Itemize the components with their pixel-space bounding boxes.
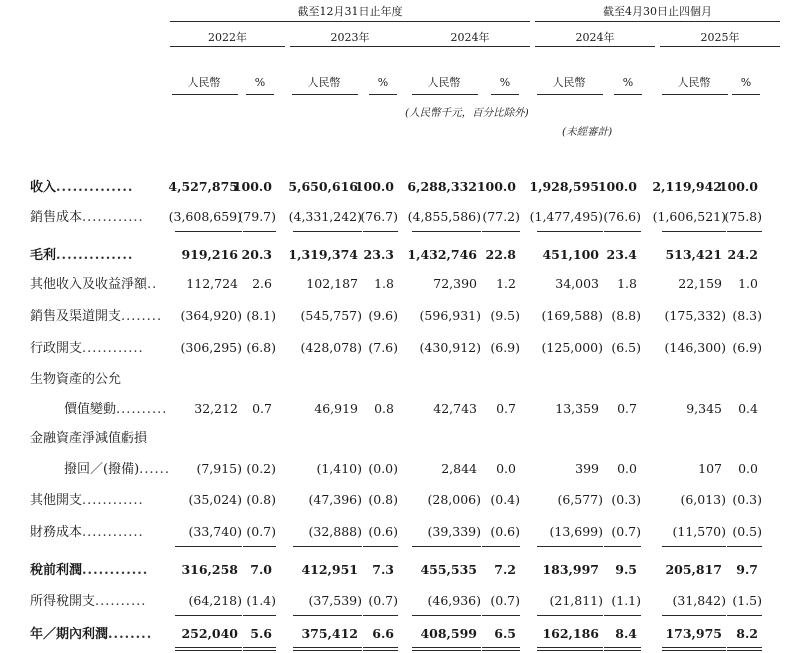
amount-cell: 6,288,332 xyxy=(407,179,477,194)
subtotal-rule xyxy=(363,231,398,232)
percent-cell: (8.8) xyxy=(611,308,641,323)
amount-cell: (1,606,521) xyxy=(652,209,726,224)
percent-cell: 0.7 xyxy=(252,401,272,416)
amount-cell: 102,187 xyxy=(306,276,358,291)
subtotal-rule xyxy=(727,546,762,547)
year-header-2022: 2022年 xyxy=(208,31,247,44)
total-rule xyxy=(537,650,603,651)
total-rule xyxy=(363,647,398,648)
year-rule-2025-period xyxy=(660,46,780,47)
percent-cell: 5.6 xyxy=(250,626,272,641)
percent-cell: 100.0 xyxy=(476,179,516,194)
row-label-text: 毛利 xyxy=(30,248,57,263)
amount-cell: (428,078) xyxy=(300,340,362,355)
period-rule-four-months xyxy=(535,21,780,22)
amount-cell: (28,006) xyxy=(427,492,481,507)
amount-cell: (596,931) xyxy=(419,308,481,323)
amount-cell: (13,699) xyxy=(549,524,603,539)
currency-subheader: 人民幣 xyxy=(427,76,461,89)
percent-cell: 100.0 xyxy=(597,179,637,194)
amount-cell: (46,936) xyxy=(427,593,481,608)
currency-subheader-rule xyxy=(537,94,603,95)
percent-cell: 0.0 xyxy=(617,461,637,476)
row-leader-dots: .. xyxy=(147,277,158,292)
subtotal-rule xyxy=(175,546,242,547)
amount-cell: (1,410) xyxy=(316,461,362,476)
percent-cell: (1.1) xyxy=(611,593,641,608)
total-rule xyxy=(175,647,242,648)
amount-cell: 112,724 xyxy=(186,276,238,291)
amount-cell: 32,212 xyxy=(194,401,238,416)
percent-cell: 100.0 xyxy=(718,179,758,194)
amount-cell: (4,331,242) xyxy=(288,209,362,224)
total-rule xyxy=(482,647,520,648)
amount-cell: (1,477,495) xyxy=(529,209,603,224)
percent-cell: (0.4) xyxy=(490,492,520,507)
period-header-full-year: 截至12月31日止年度 xyxy=(297,5,403,18)
percent-cell: 0.7 xyxy=(617,401,637,416)
row-label-text: 銷售及渠道開支 xyxy=(30,309,122,324)
subtotal-rule xyxy=(604,546,641,547)
percent-cell: 1.0 xyxy=(738,276,758,291)
subtotal-rule xyxy=(662,546,726,547)
unaudited-note: (未經審計) xyxy=(562,126,613,138)
year-header-2024: 2024年 xyxy=(450,31,490,44)
amount-cell: 9,345 xyxy=(686,401,722,416)
subtotal-rule xyxy=(662,615,726,616)
percent-cell: 0.0 xyxy=(496,461,516,476)
amount-cell: (430,912) xyxy=(419,340,481,355)
amount-cell: 399 xyxy=(575,461,599,476)
subtotal-rule xyxy=(482,615,520,616)
row-label-text: 收入 xyxy=(30,180,57,195)
percent-cell: 8.2 xyxy=(736,626,758,641)
percent-subheader-rule xyxy=(369,94,397,95)
amount-cell: (21,811) xyxy=(549,593,603,608)
year-rule-2023 xyxy=(290,46,410,47)
subtotal-rule xyxy=(293,231,362,232)
currency-subheader: 人民幣 xyxy=(677,76,711,89)
currency-subheader: 人民幣 xyxy=(552,76,586,89)
percent-cell: 1.2 xyxy=(496,276,516,291)
percent-cell: (1.4) xyxy=(246,593,276,608)
total-rule xyxy=(727,650,762,651)
total-rule xyxy=(243,650,276,651)
row-label xyxy=(64,463,170,476)
percent-cell: (0.6) xyxy=(368,524,398,539)
subtotal-rule xyxy=(293,615,362,616)
percent-cell: 23.4 xyxy=(606,247,637,262)
amount-cell: 2,844 xyxy=(441,461,477,476)
total-rule xyxy=(293,647,362,648)
row-label-text: 金融資產淨減值虧損 xyxy=(30,431,148,446)
row-label xyxy=(30,432,147,445)
row-label xyxy=(30,211,144,224)
row-label-text: 年／期內利潤 xyxy=(30,627,109,642)
row-label xyxy=(30,628,152,641)
percent-cell: (75.8) xyxy=(724,209,762,224)
amount-cell: 162,186 xyxy=(542,626,599,641)
percent-cell: (6.8) xyxy=(246,340,276,355)
percent-subheader: % xyxy=(377,76,389,89)
percent-cell: (0.7) xyxy=(246,524,276,539)
percent-subheader-rule xyxy=(491,94,519,95)
amount-cell: 34,003 xyxy=(555,276,599,291)
total-rule xyxy=(662,650,726,651)
row-label xyxy=(30,564,148,577)
year-rule-2022 xyxy=(170,46,285,47)
percent-subheader-rule xyxy=(732,94,760,95)
currency-subheader: 人民幣 xyxy=(187,76,221,89)
amount-cell: 513,421 xyxy=(665,247,722,262)
subtotal-rule xyxy=(662,231,726,232)
subtotal-rule xyxy=(243,615,276,616)
amount-cell: 375,412 xyxy=(301,626,358,641)
percent-cell: 0.0 xyxy=(738,461,758,476)
row-leader-dots: .......... xyxy=(116,402,168,417)
period-rule-full-year xyxy=(170,21,530,22)
total-rule xyxy=(604,650,641,651)
subtotal-rule xyxy=(175,615,242,616)
amount-cell: 1,928,595 xyxy=(529,179,599,194)
total-rule xyxy=(482,650,520,651)
year-header-2023: 2023年 xyxy=(330,31,370,44)
amount-cell: 13,359 xyxy=(555,401,599,416)
amount-cell: 205,817 xyxy=(665,562,722,577)
percent-cell: (7.6) xyxy=(368,340,398,355)
currency-subheader: 人民幣 xyxy=(307,76,341,89)
amount-cell: (64,218) xyxy=(188,593,242,608)
amount-cell: 1,432,746 xyxy=(407,247,477,262)
row-leader-dots: ...... xyxy=(139,462,170,477)
total-rule xyxy=(662,647,726,648)
amount-cell: 451,100 xyxy=(542,247,599,262)
amount-cell: 72,390 xyxy=(433,276,477,291)
row-label xyxy=(30,310,162,323)
row-label-text: 價值變動 xyxy=(64,402,117,417)
amount-cell: 22,159 xyxy=(678,276,722,291)
year-header-2024-period: 2024年 xyxy=(575,31,615,44)
percent-cell: 9.5 xyxy=(615,562,637,577)
currency-subheader-rule xyxy=(172,94,238,95)
percent-cell: (77.2) xyxy=(482,209,520,224)
percent-cell: 20.3 xyxy=(241,247,272,262)
amount-cell: 5,650,616 xyxy=(288,179,358,194)
percent-cell: (6.9) xyxy=(490,340,520,355)
row-leader-dots: ........ xyxy=(108,627,153,642)
percent-subheader: % xyxy=(740,76,752,89)
year-rule-2024-period xyxy=(535,46,655,47)
amount-cell: 1,319,374 xyxy=(288,247,358,262)
amount-cell: (364,920) xyxy=(180,308,242,323)
amount-cell: 455,535 xyxy=(420,562,477,577)
row-label xyxy=(30,181,133,194)
total-rule xyxy=(293,650,362,651)
percent-subheader: % xyxy=(622,76,634,89)
subtotal-rule xyxy=(482,231,520,232)
amount-cell: 183,997 xyxy=(542,562,599,577)
row-label-text: 所得稅開支 xyxy=(30,594,96,609)
total-rule xyxy=(363,650,398,651)
amount-cell: (11,570) xyxy=(672,524,726,539)
amount-cell: (35,024) xyxy=(188,492,242,507)
percent-cell: (8.1) xyxy=(246,308,276,323)
total-rule xyxy=(412,647,481,648)
subtotal-rule xyxy=(363,546,398,547)
percent-cell: (6.9) xyxy=(732,340,762,355)
percent-cell: 7.3 xyxy=(372,562,394,577)
subtotal-rule xyxy=(482,546,520,547)
total-rule xyxy=(175,650,242,651)
row-label xyxy=(30,342,144,355)
percent-cell: 24.2 xyxy=(727,247,758,262)
row-leader-dots: ............ xyxy=(82,210,144,225)
unit-note: (人民幣千元，百分比除外) xyxy=(405,107,529,119)
percent-cell: 0.4 xyxy=(738,401,758,416)
period-header-four-months: 截至4月30日止四個月 xyxy=(603,5,712,18)
amount-cell: (306,295) xyxy=(180,340,242,355)
subtotal-rule xyxy=(175,231,242,232)
amount-cell: (7,915) xyxy=(196,461,242,476)
year-header-2025-period: 2025年 xyxy=(700,31,740,44)
amount-cell: 408,599 xyxy=(420,626,477,641)
percent-cell: 9.7 xyxy=(736,562,758,577)
percent-cell: (0.0) xyxy=(368,461,398,476)
row-label-text: 生物資產的公允 xyxy=(30,372,122,387)
amount-cell: (6,577) xyxy=(557,492,603,507)
total-rule xyxy=(727,647,762,648)
row-label-text: 銷售成本 xyxy=(30,210,83,225)
percent-cell: 23.3 xyxy=(363,247,394,262)
row-leader-dots: .............. xyxy=(56,180,134,195)
percent-cell: (8.3) xyxy=(732,308,762,323)
year-rule-2024 xyxy=(410,46,530,47)
row-label-text: 稅前利潤 xyxy=(30,563,83,578)
row-leader-dots: ............ xyxy=(82,341,144,356)
percent-subheader: % xyxy=(499,76,511,89)
amount-cell: (6,013) xyxy=(680,492,726,507)
row-label xyxy=(30,249,133,262)
subtotal-rule xyxy=(604,231,641,232)
percent-cell: (0.7) xyxy=(611,524,641,539)
percent-cell: 6.5 xyxy=(494,626,516,641)
percent-cell: 100.0 xyxy=(232,179,272,194)
percent-cell: 1.8 xyxy=(374,276,394,291)
amount-cell: 46,919 xyxy=(314,401,358,416)
percent-cell: 6.6 xyxy=(372,626,394,641)
percent-cell: (0.5) xyxy=(732,524,762,539)
percent-cell: 8.4 xyxy=(615,626,637,641)
subtotal-rule xyxy=(537,615,603,616)
subtotal-rule xyxy=(537,231,603,232)
amount-cell: 412,951 xyxy=(301,562,358,577)
percent-cell: 1.8 xyxy=(617,276,637,291)
percent-cell: (0.7) xyxy=(368,593,398,608)
amount-cell: (39,339) xyxy=(427,524,481,539)
percent-cell: (9.5) xyxy=(490,308,520,323)
percent-subheader-rule xyxy=(246,94,274,95)
row-label-text: 財務成本 xyxy=(30,525,83,540)
total-rule xyxy=(243,647,276,648)
amount-cell: (33,740) xyxy=(188,524,242,539)
percent-cell: (0.3) xyxy=(732,492,762,507)
row-label-text: 其他收入及收益淨額 xyxy=(30,277,148,292)
percent-cell: 22.8 xyxy=(485,247,516,262)
percent-cell: (6.5) xyxy=(611,340,641,355)
amount-cell: (47,396) xyxy=(308,492,362,507)
currency-subheader-rule xyxy=(292,94,358,95)
percent-cell: 100.0 xyxy=(354,179,394,194)
subtotal-rule xyxy=(293,546,362,547)
percent-subheader-rule xyxy=(614,94,642,95)
row-label-text: 撥回／(撥備) xyxy=(64,462,140,477)
amount-cell: (3,608,659) xyxy=(168,209,242,224)
percent-cell: (9.6) xyxy=(368,308,398,323)
amount-cell: 2,119,942 xyxy=(652,179,722,194)
percent-subheader: % xyxy=(254,76,266,89)
subtotal-rule xyxy=(412,546,481,547)
total-rule xyxy=(604,647,641,648)
row-leader-dots: ............ xyxy=(82,493,144,508)
row-leader-dots: ............ xyxy=(82,525,144,540)
amount-cell: 107 xyxy=(698,461,722,476)
currency-subheader-rule xyxy=(412,94,478,95)
percent-cell: 7.2 xyxy=(494,562,516,577)
subtotal-rule xyxy=(604,615,641,616)
percent-cell: 0.8 xyxy=(374,401,394,416)
percent-cell: (0.6) xyxy=(490,524,520,539)
row-label xyxy=(30,494,144,507)
percent-cell: (79.7) xyxy=(238,209,276,224)
currency-subheader-rule xyxy=(662,94,728,95)
amount-cell: 173,975 xyxy=(665,626,722,641)
amount-cell: 919,216 xyxy=(181,247,238,262)
amount-cell: (545,757) xyxy=(300,308,362,323)
subtotal-rule xyxy=(412,231,481,232)
row-label xyxy=(30,595,146,608)
amount-cell: 316,258 xyxy=(181,562,238,577)
row-label xyxy=(30,278,157,291)
row-label xyxy=(30,526,144,539)
subtotal-rule xyxy=(537,546,603,547)
percent-cell: 2.6 xyxy=(252,276,272,291)
amount-cell: (31,842) xyxy=(672,593,726,608)
amount-cell: 252,040 xyxy=(181,626,238,641)
amount-cell: 42,743 xyxy=(433,401,477,416)
row-leader-dots: ........ xyxy=(121,309,163,324)
row-label xyxy=(64,403,167,416)
percent-cell: (76.7) xyxy=(360,209,398,224)
percent-cell: (0.8) xyxy=(368,492,398,507)
row-label-text: 其他開支 xyxy=(30,493,83,508)
total-rule xyxy=(537,647,603,648)
row-label-text: 行政開支 xyxy=(30,341,83,356)
amount-cell: (125,000) xyxy=(541,340,603,355)
percent-cell: (76.6) xyxy=(603,209,641,224)
percent-cell: (0.7) xyxy=(490,593,520,608)
amount-cell: 4,527,875 xyxy=(168,179,238,194)
amount-cell: (175,332) xyxy=(664,308,726,323)
amount-cell: (146,300) xyxy=(664,340,726,355)
row-leader-dots: .............. xyxy=(56,248,134,263)
percent-cell: (1.5) xyxy=(732,593,762,608)
amount-cell: (169,588) xyxy=(541,308,603,323)
subtotal-rule xyxy=(727,231,762,232)
percent-cell: (0.2) xyxy=(246,461,276,476)
row-leader-dots: .......... xyxy=(95,594,147,609)
percent-cell: (0.8) xyxy=(246,492,276,507)
amount-cell: (32,888) xyxy=(308,524,362,539)
total-rule xyxy=(412,650,481,651)
row-label xyxy=(30,373,121,386)
subtotal-rule xyxy=(243,231,276,232)
subtotal-rule xyxy=(412,615,481,616)
subtotal-rule xyxy=(243,546,276,547)
amount-cell: (37,539) xyxy=(308,593,362,608)
row-leader-dots: ............ xyxy=(82,563,149,578)
percent-cell: 0.7 xyxy=(496,401,516,416)
percent-cell: 7.0 xyxy=(250,562,272,577)
subtotal-rule xyxy=(727,615,762,616)
subtotal-rule xyxy=(363,615,398,616)
percent-cell: (0.3) xyxy=(611,492,641,507)
amount-cell: (4,855,586) xyxy=(407,209,481,224)
